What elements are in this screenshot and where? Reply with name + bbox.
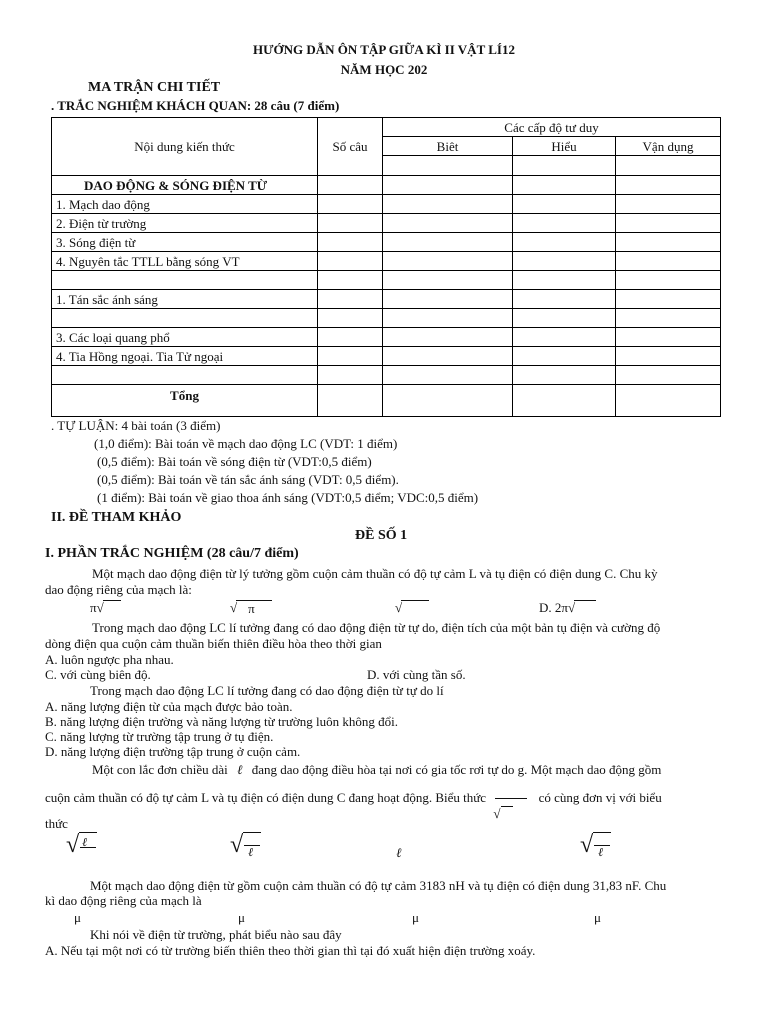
question-4-text-end: thức bbox=[45, 816, 68, 831]
section-2-heading: II. ĐỀ THAM KHẢO bbox=[51, 510, 182, 525]
essay-item: (0,5 điểm): Bài toán về tán sắc ánh sáng (VDT: 0,5 điểm). bbox=[97, 472, 399, 487]
table-row: 4. Nguyên tắc TTLL bằng sóng VT bbox=[52, 252, 318, 271]
question-3-text: Trong mạch dao động LC lí tưởng đang có dao động điện từ tự do lí bbox=[90, 683, 444, 698]
table-row bbox=[52, 271, 318, 290]
ell-symbol: ℓ bbox=[598, 845, 604, 859]
sqrt-icon: √ bbox=[230, 832, 244, 858]
option-d-formula bbox=[539, 600, 596, 616]
option-c-formula bbox=[395, 600, 429, 616]
question-1-text-cont: dao động riêng của mạch là: bbox=[45, 582, 192, 597]
col-header-vandung: Vận dụng bbox=[616, 137, 721, 156]
question-2-text-cont: dòng điện qua cuộn cảm thuần biến thiên điều hòa theo thời gian bbox=[45, 636, 382, 651]
option-d-unit: μ bbox=[594, 910, 601, 925]
option-d-formula bbox=[580, 832, 611, 859]
option-a-formula bbox=[90, 600, 121, 616]
question-3-option-d: D. năng lượng điện trường tập trung ở cuộn cảm. bbox=[45, 744, 301, 759]
pi-symbol: π bbox=[248, 601, 255, 616]
question-5-text: Một mạch dao động điện từ gồm cuộn cảm thuần có độ tự cảm 3183 nH và tụ điện có điện dung 31,83 nF. Chu bbox=[90, 878, 667, 893]
col-header-hieu: Hiểu bbox=[513, 137, 616, 156]
document-title: HƯỚNG DẪN ÔN TẬP GIỮA KÌ II VẬT LÍ12 bbox=[253, 42, 515, 57]
table-row: 2. Điện từ trường bbox=[52, 214, 318, 233]
total-row: Tổng bbox=[52, 385, 318, 417]
col-header-biet: Biêt bbox=[383, 137, 513, 156]
option-a-unit: μ bbox=[74, 910, 81, 925]
ell-symbol: ℓ bbox=[237, 762, 243, 777]
question-4-text-d: có cùng đơn vị với biểu bbox=[538, 790, 662, 805]
essay-item: (0,5 điểm): Bài toán về sóng điện từ (VDT:0,5 điểm) bbox=[97, 454, 372, 469]
question-6-option-a: A. Nếu tại một nơi có từ trường biến thiên theo thời gian thì tại đó xuất hiện điện trường xoáy. bbox=[45, 943, 536, 958]
question-4-text-a: Một con lắc đơn chiều dài bbox=[92, 762, 228, 777]
question-2-option-a: A. luôn ngược pha nhau. bbox=[45, 652, 174, 667]
question-1-text: Một mạch dao động điện từ lý tưởng gồm cuộn cảm thuần có độ tự cảm L và tụ điện có điện dung C. Chu kỳ bbox=[92, 566, 658, 581]
ell-symbol: ℓ bbox=[82, 835, 88, 849]
table-row: 3. Các loại quang phổ bbox=[52, 328, 318, 347]
option-b-formula bbox=[230, 600, 272, 616]
section-row: DAO ĐỘNG & SÓNG ĐIỆN TỪ bbox=[52, 176, 318, 195]
question-4-text-b: đang dao động điều hòa tại nơi có gia tốc rơi tự do g. Một mạch dao động gồm bbox=[251, 762, 662, 777]
table-row bbox=[52, 309, 318, 328]
pi-symbol: π bbox=[90, 600, 97, 615]
table-row: 3. Sóng điện từ bbox=[52, 233, 318, 252]
question-4-text-cont bbox=[45, 790, 662, 821]
school-year: NĂM HỌC 202 bbox=[340, 62, 428, 77]
knowledge-matrix-table bbox=[51, 117, 721, 417]
col-header-levels: Các cấp độ tư duy bbox=[383, 118, 721, 137]
essay-heading: . TỰ LUẬN: 4 bài toán (3 điểm) bbox=[51, 418, 221, 433]
option-b-formula bbox=[230, 832, 261, 859]
option-b-unit: μ bbox=[238, 910, 245, 925]
part-1-heading: I. PHẦN TRẮC NGHIỆM (28 câu/7 điểm) bbox=[45, 546, 299, 561]
essay-item: (1,0 điểm): Bài toán về mạch dao động LC (VDT: 1 điểm) bbox=[94, 436, 398, 451]
table-row bbox=[52, 366, 318, 385]
option-a-formula bbox=[66, 832, 97, 859]
multiple-choice-heading: . TRẮC NGHIỆM KHÁCH QUAN: 28 câu (7 điểm) bbox=[51, 98, 340, 113]
question-4-text-c: cuộn cảm thuần có độ tự cảm L và tụ điện có điện dung C đang hoạt động. Biểu thức bbox=[45, 790, 487, 805]
essay-item: (1 điểm): Bài toán về giao thoa ánh sáng (VDT:0,5 điểm; VDC:0,5 điểm) bbox=[97, 490, 479, 505]
table-row: 1. Mạch dao động bbox=[52, 195, 318, 214]
sqrt-icon: √ bbox=[230, 600, 238, 615]
matrix-heading: MA TRẬN CHI TIẾT bbox=[88, 80, 221, 95]
question-2-option-c: C. với cùng biên độ. bbox=[45, 667, 151, 682]
exam-number: ĐỀ SỐ 1 bbox=[355, 528, 408, 543]
option-c-formula: ℓ bbox=[396, 845, 402, 860]
question-6-text: Khi nói về điện từ trường, phát biểu nào sau đây bbox=[90, 927, 342, 942]
question-3-option-c: C. năng lượng từ trường tập trung ở tụ điện. bbox=[45, 729, 274, 744]
question-3-option-a: A. năng lượng điện từ của mạch được bảo toàn. bbox=[45, 699, 293, 714]
col-header-count: Số câu bbox=[318, 118, 383, 176]
question-5-text-cont: kì dao động riêng của mạch là bbox=[45, 893, 202, 908]
sqrt-icon: √ bbox=[96, 600, 104, 615]
question-2-option-d: D. với cùng tần số. bbox=[367, 667, 466, 682]
sqrt-icon: √ bbox=[395, 600, 403, 615]
sqrt-icon: √ bbox=[66, 832, 80, 858]
option-c-unit: μ bbox=[412, 910, 419, 925]
sqrt-icon: √ bbox=[567, 600, 576, 615]
col-header-content: Nội dung kiến thức bbox=[52, 118, 318, 176]
ell-symbol: ℓ bbox=[248, 845, 254, 859]
question-4-text bbox=[92, 762, 661, 778]
question-2-text: Trong mạch dao động LC lí tưởng đang có dao động điện từ tự do, điện tích của một bản tụ điện và cường độ bbox=[92, 620, 661, 635]
option-d-label: D. 2π bbox=[539, 600, 568, 615]
sqrt-icon: √ bbox=[580, 832, 594, 858]
sqrt-icon: √ bbox=[493, 806, 501, 821]
table-row: 1. Tán sắc ánh sáng bbox=[52, 290, 318, 309]
question-3-option-b: B. năng lượng điện trường và năng lượng từ trường luôn không đổi. bbox=[45, 714, 399, 729]
table-row: 4. Tia Hồng ngoại. Tia Tử ngoại bbox=[52, 347, 318, 366]
